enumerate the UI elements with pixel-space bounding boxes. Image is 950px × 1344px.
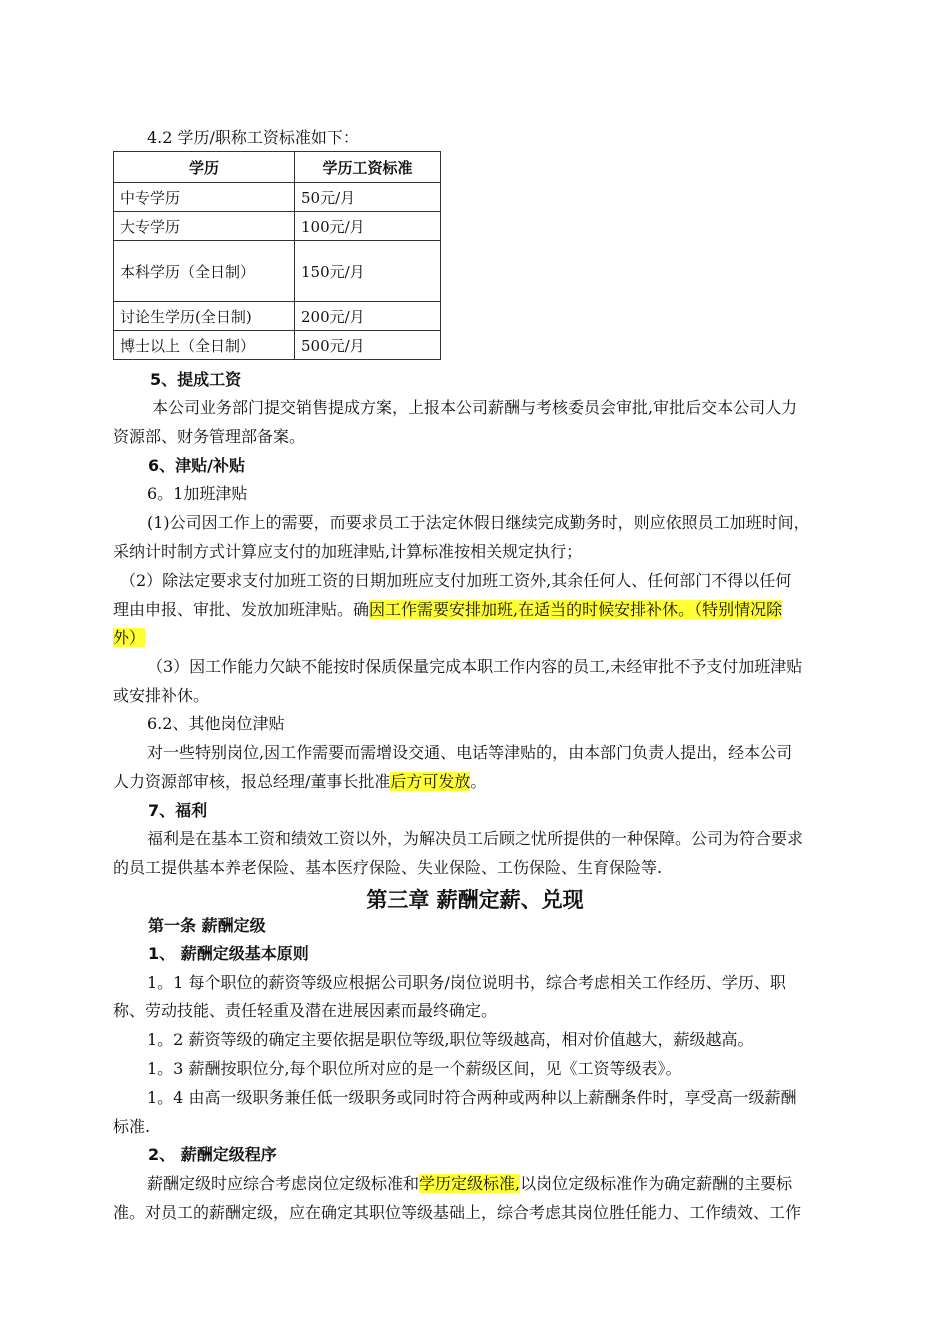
paragraph-line: 采纳计时制方式计算应支付的加班津贴,计算标准按相关规定执行； — [113, 542, 583, 561]
table-cell: 100元/月 — [295, 212, 441, 241]
table-header-cell: 学历工资标准 — [295, 152, 441, 183]
highlighted-text: 外） — [113, 628, 146, 647]
paragraph-line: 称、劳动技能、责任轻重及潜在进展因素而最终确定。 — [113, 1001, 498, 1020]
highlighted-text: 后方可发放 — [390, 772, 471, 791]
paragraph-line: 或安排补休。 — [113, 686, 210, 705]
table-cell: 本科学历（全日制） — [114, 241, 295, 302]
subsection-heading: 6.2、其他岗位津贴 — [147, 714, 285, 733]
subsection-heading: 6。1加班津贴 — [147, 484, 248, 503]
text-run: 。 — [470, 772, 487, 791]
table-row — [114, 302, 441, 331]
text-run: 以岗位定级标准作为确定薪酬的主要标 — [520, 1174, 793, 1193]
paragraph-line: 标准. — [113, 1117, 151, 1136]
paragraph-line: 1。1 每个职位的薪资等级应根据公司职务/岗位说明书，综合考虑相关工作经历、学历、职 — [147, 973, 786, 992]
paragraph-line: （2）除法定要求支付加班工资的日期加班应支付加班工资外,其余任何人、任何部门不得以任何 — [120, 571, 792, 590]
table-cell: 500元/月 — [295, 331, 441, 360]
highlighted-text: 因工作需要安排加班,在适当的时候安排补休。（特别情况除 — [369, 600, 783, 619]
section-heading: 1、 薪酬定级基本原则 — [148, 944, 309, 963]
paragraph-line: 资源部、财务管理部备案。 — [113, 427, 306, 446]
article-heading: 第一条 薪酬定级 — [148, 916, 266, 935]
section-heading: 7、福利 — [148, 801, 208, 820]
paragraph-line: 1。4 由高一级职务兼任低一级职务或同时符合两种或两种以上薪酬条件时，享受高一级薪酬 — [147, 1088, 797, 1107]
table-row — [114, 183, 441, 212]
highlighted-text: 学历定级标准, — [419, 1174, 521, 1193]
section-heading: 5、提成工资 — [150, 370, 242, 389]
table-cell: 大专学历 — [114, 212, 295, 241]
chapter-title: 第三章 薪酬定薪、兑现 — [366, 888, 584, 912]
table-header-row — [114, 152, 441, 183]
text-run: 薪酬定级时应综合考虑岗位定级标准和 — [147, 1174, 420, 1193]
education-wage-table — [113, 151, 441, 360]
section-heading: 6、津贴/补贴 — [148, 456, 245, 475]
table-row — [114, 241, 441, 302]
paragraph-line: 福利是在基本工资和绩效工资以外，为解决员工后顾之忧所提供的一种保障。公司为符合要求 — [147, 829, 804, 848]
paragraph-line: 的员工提供基本养老保险、基本医疗保险、失业保险、工伤保险、生育保险等. — [113, 858, 663, 877]
table-cell: 中专学历 — [114, 183, 295, 212]
paragraph-line: (1)公司因工作上的需要，而要求员工于法定休假日继续完成勤务时，则应依照员工加班时间， — [147, 513, 810, 532]
table-cell: 50元/月 — [295, 183, 441, 212]
text-run: 人力资源部审核，报总经理/董事长批准 — [113, 772, 391, 791]
table-row — [114, 331, 441, 360]
paragraph-line: 本公司业务部门提交销售提成方案，上报本公司薪酬与考核委员会审批,审批后交本公司人力 — [152, 398, 798, 417]
table-cell: 200元/月 — [295, 302, 441, 331]
table-cell: 讨论生学历(全日制) — [114, 302, 295, 331]
table-header-cell: 学历 — [114, 152, 295, 183]
paragraph-line — [113, 628, 837, 648]
table-cell: 博士以上（全日制） — [114, 331, 295, 360]
paragraph-line — [113, 772, 837, 792]
paragraph-line — [113, 600, 837, 620]
text-run: 理由申报、审批、发放加班津贴。确 — [113, 600, 370, 619]
table-row — [114, 212, 441, 241]
paragraph-line — [147, 1174, 837, 1194]
paragraph-line: 对一些特别岗位,因工作需要而需增设交通、电话等津贴的，由本部门负责人提出，经本公司 — [147, 743, 793, 762]
intro-42: 4.2 学历/职称工资标准如下： — [147, 128, 359, 147]
paragraph-line: 准。对员工的薪酬定级，应在确定其职位等级基础上，综合考虑其岗位胜任能力、工作绩效、工作 — [113, 1203, 802, 1222]
section-heading: 2、 薪酬定级程序 — [148, 1145, 277, 1164]
table-cell: 150元/月 — [295, 241, 441, 302]
paragraph-line: 1。2 薪资等级的确定主要依据是职位等级,职位等级越高，相对价值越大，薪级越高。 — [147, 1030, 754, 1049]
paragraph-line: 1。3 薪酬按职位分,每个职位所对应的是一个薪级区间，见《工资等级表》。 — [147, 1059, 682, 1078]
paragraph-line: （3）因工作能力欠缺不能按时保质保量完成本职工作内容的员工,未经审批不予支付加班津贴 — [147, 657, 803, 676]
